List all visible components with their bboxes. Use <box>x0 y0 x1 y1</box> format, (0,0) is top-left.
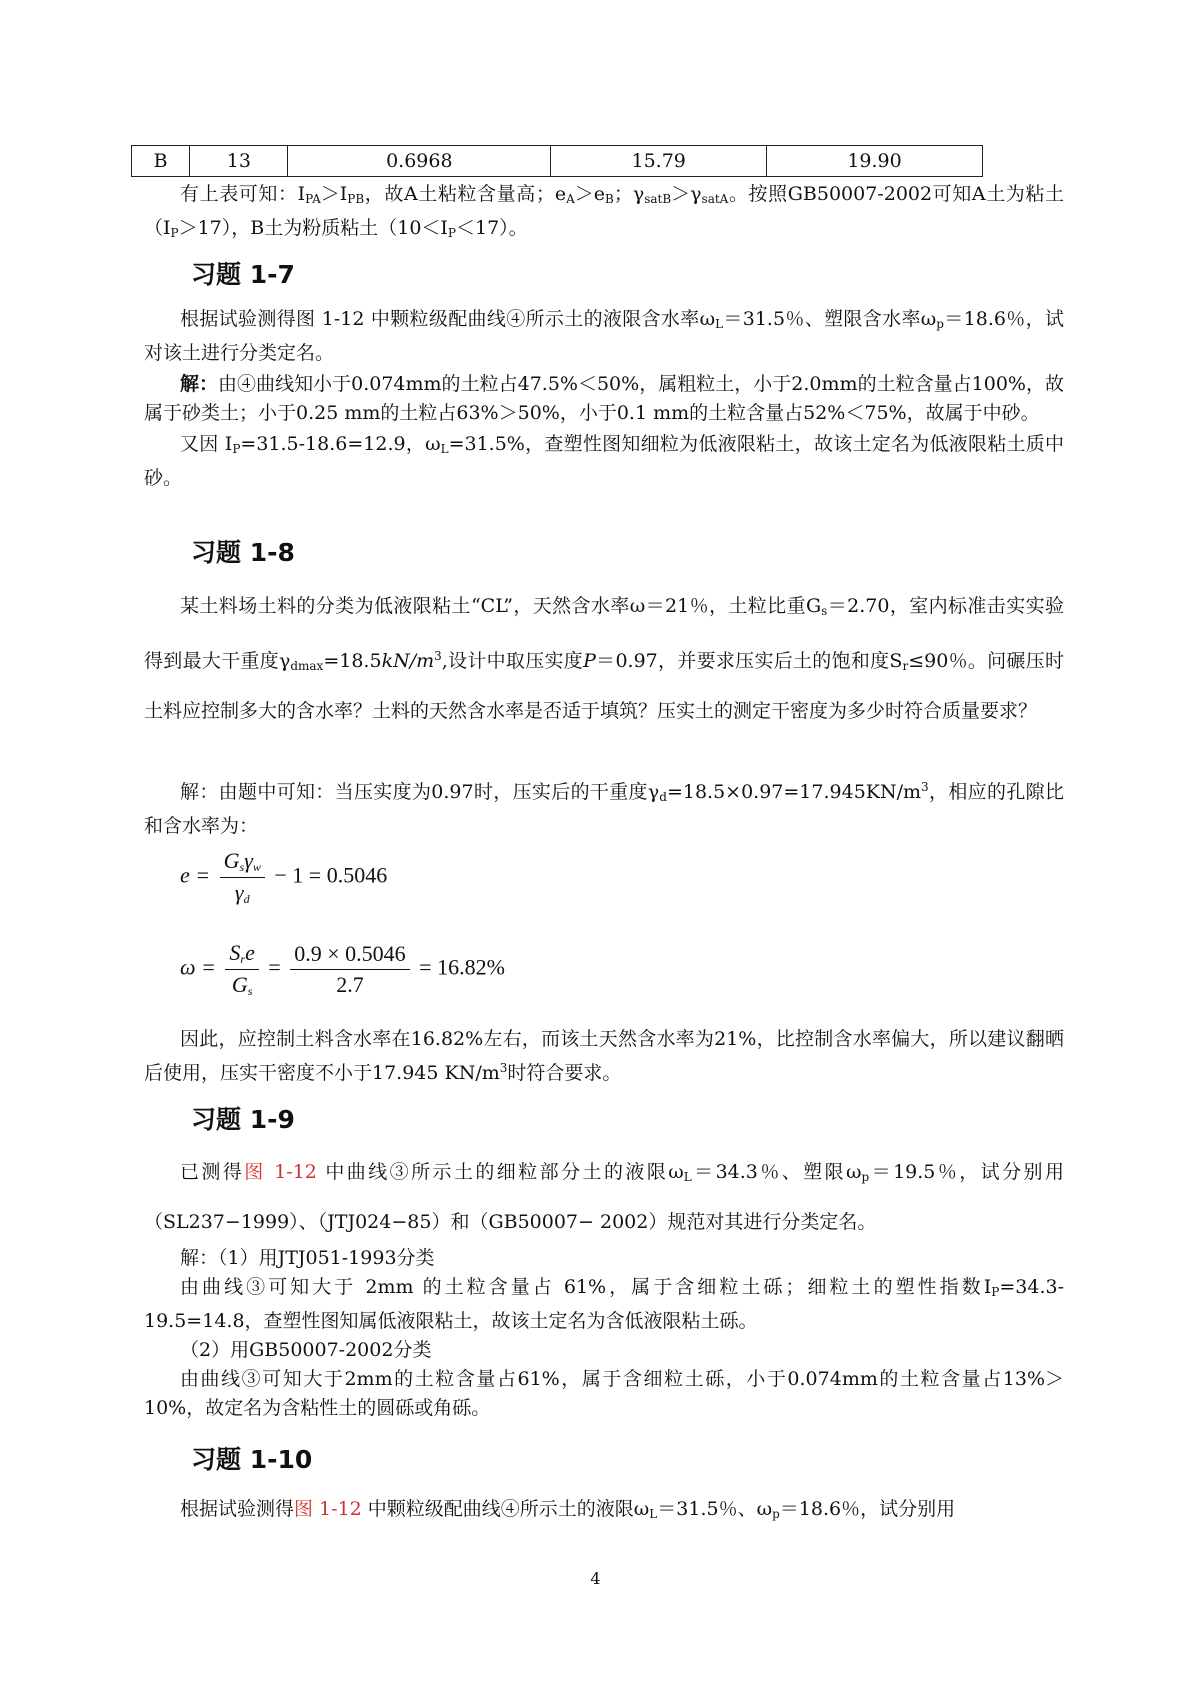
table-cell: 0.6968 <box>288 146 551 177</box>
table-cell: B <box>132 146 190 177</box>
table-cell: 13 <box>190 146 288 177</box>
solution-text: 解：由④曲线知小于0.074mm的土粒占47.5%＜50%，属粗粒土，小于2.0mm的土粒含量占100%，故属于砂类土；小于0.25 mm的土粒占63%＞50%，小于0.1 mm的土粒含量占52%＜75%，故属于中砂。 <box>144 373 1064 424</box>
section-1-9-problem: 已测得图 1-12 中曲线③所示土的细粒部分土的液限$\omega_L=34.3$％、塑限$\omega_p=19.5$％，试分别用（SL237−1999）、（JTJ024−85）和（GB50007− 2002）规范对其进行分类定名。 <box>144 1161 1064 1233</box>
section-1-7 <box>144 305 1064 493</box>
section-1-8-solution: 解：由题中可知：当压实度为0.97时，压实后的干重度$\gamma_d=18.5\times 0.97=17.945KN/m^3$，相应的孔隙比和含水率为： <box>144 780 1064 837</box>
heading-1-9: 习题 1-9 <box>191 1105 295 1134</box>
heading-1-7: 习题 1-7 <box>191 260 295 289</box>
problem-text: 根据试验测得图 1-12 中颗粒级配曲线④所示土的液限含水率$\omega_L=31.5$％、塑限含水率$\omega_p=18.6$％，试对该土进行分类定名。 <box>144 308 1064 364</box>
section-1-8-problem: 某土料场土料的分类为低液限粘土“CL”，天然含水率ω＝21％，土粒比重$G_s=2.70$，室内标准击实实验得到最大干重度$\gamma_{dmax}=18.5kN/m^3$,设计中取压实度P＝0.97，并要求压实后土的饱和度$S_r\le 90$％。问碾压时土料应控制多大的含水率？土料的天然含水率是否适于填筑？压实土的测定干密度为多少时符合质量要求？ <box>144 595 1064 722</box>
section-1-10: 根据试验测得图 1-12 中颗粒级配曲线④所示土的液限$\omega_L=31.5$％、$\omega_p=18.6$％，试分别用 <box>180 1498 956 1521</box>
solution-text-2: 又因 $I_P=31.5-18.6=12.9$，$\omega_L=31.5\%$，查塑性图知细粒为低液限粘土，故该土定名为低液限粘土质中砂。 <box>144 433 1065 489</box>
formula-water-content: ω = $\frac{S_re}{G_s}$ = $\frac{0.9 \times 0.5046}{2.7}$ = 16.82% <box>180 940 505 998</box>
figure-link: 图 1-12 <box>244 1161 317 1183</box>
paragraph-conclusion: 有上表可知：$I_{PA}>I_{PB}$，故A土粘粒含量高；$e_A>e_B$；$\gamma_{satB}>\gamma_{satA}$。按照GB50007-2002可知A土为粘土$(I_P>17)$，B土为粉质粘土$(10<I_P<17)$。 <box>144 183 1064 240</box>
heading-1-8: 习题 1-8 <box>191 538 295 567</box>
figure-link: 图 1-12 <box>294 1498 362 1520</box>
section-1-9-solution: 解：（1）用JTJ051-1993分类 由曲线③可知大于 2mm 的土粒含量占 61%，属于含细粒土砾；细粒土的塑性指数$I_P=34.3-19.5=14.8$，查塑性图知属低液限粘土，故该土定名为含低液限粘土砾。 （2）用GB50007-2002分类 由曲线③可知大于2mm的土粒含量占61%，属于含细粒土砾，小于0.074mm的土粒含量占13%＞10%，故定名为含粘性土的圆砾或角砾。 <box>144 1247 1064 1419</box>
table-cell: 19.90 <box>767 146 983 177</box>
table-cell: 15.79 <box>551 146 767 177</box>
section-1-8-conclusion: 因此，应控制土料含水率在16.82%左右，而该土天然含水率为21%，比控制含水率偏大，所以建议翻晒后使用，压实干密度不小于17.945 $KN/m^3$时符合要求。 <box>144 1028 1064 1084</box>
data-table <box>131 145 983 177</box>
page-number: 4 <box>590 1569 601 1588</box>
table-row <box>132 146 983 177</box>
heading-1-10: 习题 1-10 <box>191 1445 313 1474</box>
formula-void-ratio: e = $\frac{G_s\gamma_w}{\gamma_d}$ − 1 = 0.5046 <box>180 848 388 906</box>
